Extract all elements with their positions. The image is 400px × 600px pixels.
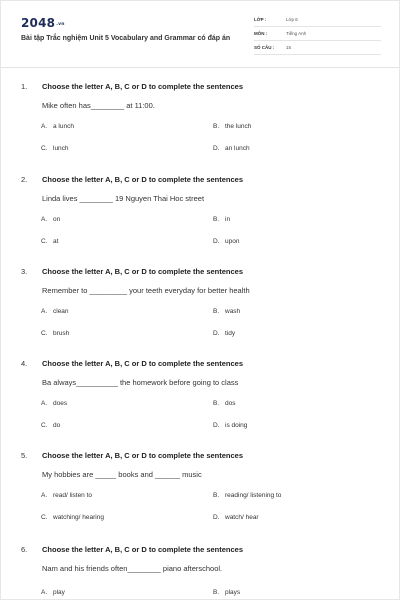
option-text: in [225, 216, 231, 223]
question-number: 3. [21, 267, 28, 276]
option-letter: A. [41, 123, 48, 130]
option-text: on [53, 216, 61, 223]
option-d[interactable] [213, 238, 239, 245]
option-letter: B. [213, 492, 220, 499]
option-text: plays [225, 589, 241, 596]
option-letter: D. [213, 238, 220, 245]
meta-label: SỐ CÂU : [254, 45, 275, 50]
question-4 [1, 359, 400, 454]
option-b[interactable] [213, 492, 281, 499]
question-instruction: Choose the letter A, B, C or D to complete the sentences [42, 545, 244, 554]
option-letter: D. [213, 514, 220, 521]
option-b[interactable] [213, 216, 230, 223]
option-letter: D. [213, 145, 220, 152]
option-text: at [53, 238, 59, 245]
meta-value: 15 [286, 45, 292, 50]
option-letter: A. [41, 589, 48, 596]
site-logo[interactable] [21, 16, 65, 30]
option-b[interactable] [213, 308, 240, 315]
option-letter: A. [41, 216, 48, 223]
option-letter: C. [41, 514, 48, 521]
meta-row-count [254, 43, 381, 55]
option-c[interactable] [41, 422, 60, 429]
question-sentence: Nam and his friends often________ piano afterschool. [42, 564, 223, 573]
option-text: the lunch [225, 123, 252, 130]
option-a[interactable] [41, 123, 74, 130]
option-c[interactable] [41, 145, 69, 152]
question-number: 2. [21, 175, 28, 184]
option-b[interactable] [213, 123, 251, 130]
header-divider [1, 67, 400, 68]
option-letter: C. [41, 330, 48, 337]
option-text: tidy [225, 330, 236, 337]
option-b[interactable] [213, 400, 235, 407]
option-letter: B. [213, 216, 220, 223]
meta-row-subject [254, 29, 381, 41]
option-d[interactable] [213, 514, 259, 521]
option-text: does [53, 400, 68, 407]
option-text: brush [53, 330, 70, 337]
option-letter: A. [41, 308, 48, 315]
option-c[interactable] [41, 514, 104, 521]
meta-value: Tiếng Anh [286, 31, 307, 36]
option-a[interactable] [41, 400, 67, 407]
question-1 [1, 82, 400, 177]
option-text: do [53, 422, 61, 429]
option-text: upon [225, 238, 240, 245]
meta-value: Lớp 6 [286, 17, 298, 22]
option-letter: C. [41, 145, 48, 152]
document-header [1, 1, 400, 67]
question-6 [1, 545, 400, 600]
question-2 [1, 175, 400, 270]
option-text: reading/ listening to [225, 492, 282, 499]
option-text: a lunch [53, 123, 74, 130]
document-title: Bài tập Trắc nghiệm Unit 5 Vocabulary and Grammar có đáp án [21, 35, 231, 42]
option-d[interactable] [213, 422, 247, 429]
option-letter: C. [41, 238, 48, 245]
option-letter: A. [41, 400, 48, 407]
question-instruction: Choose the letter A, B, C or D to complete the sentences [42, 82, 244, 91]
question-instruction: Choose the letter A, B, C or D to complete the sentences [42, 267, 244, 276]
meta-label: LỚP : [254, 17, 267, 22]
option-a[interactable] [41, 308, 69, 315]
option-text: an lunch [225, 145, 250, 152]
option-letter: A. [41, 492, 48, 499]
option-c[interactable] [41, 238, 58, 245]
meta-label: MÔN : [254, 31, 268, 36]
option-b[interactable] [213, 589, 240, 596]
logo-text: 2048 [21, 16, 56, 30]
option-letter: B. [213, 400, 220, 407]
question-sentence: My hobbies are _____ books and ______ music [42, 470, 202, 479]
question-number: 4. [21, 359, 28, 368]
question-number: 6. [21, 545, 28, 554]
question-number: 5. [21, 451, 28, 460]
option-a[interactable] [41, 492, 92, 499]
question-number: 1. [21, 82, 28, 91]
option-text: wash [225, 308, 241, 315]
option-letter: B. [213, 308, 220, 315]
question-sentence: Linda lives ________ 19 Nguyen Thai Hoc street [42, 194, 205, 203]
option-letter: D. [213, 422, 220, 429]
meta-row-class [254, 15, 381, 27]
option-letter: D. [213, 330, 220, 337]
logo-suffix: .vn [56, 22, 65, 27]
option-letter: B. [213, 123, 220, 130]
question-5 [1, 451, 400, 546]
option-text: dos [225, 400, 236, 407]
option-d[interactable] [213, 330, 235, 337]
question-instruction: Choose the letter A, B, C or D to complete the sentences [42, 451, 244, 460]
option-a[interactable] [41, 589, 65, 596]
option-text: clean [53, 308, 69, 315]
question-sentence: Remember to _________ your teeth everyday for better health [42, 286, 250, 295]
question-3 [1, 267, 400, 362]
option-text: play [53, 589, 65, 596]
option-text: read/ listen to [53, 492, 93, 499]
question-instruction: Choose the letter A, B, C or D to complete the sentences [42, 175, 244, 184]
option-a[interactable] [41, 216, 60, 223]
question-instruction: Choose the letter A, B, C or D to complete the sentences [42, 359, 244, 368]
option-letter: B. [213, 589, 220, 596]
option-text: is doing [225, 422, 248, 429]
option-c[interactable] [41, 330, 69, 337]
option-letter: C. [41, 422, 48, 429]
option-text: watching/ hearing [53, 514, 104, 521]
option-text: watch/ hear [225, 514, 259, 521]
option-d[interactable] [213, 145, 250, 152]
option-text: lunch [53, 145, 69, 152]
question-sentence: Mike often has________ at 11:00. [42, 101, 155, 110]
question-sentence: Ba always__________ the homework before going to class [42, 378, 239, 387]
